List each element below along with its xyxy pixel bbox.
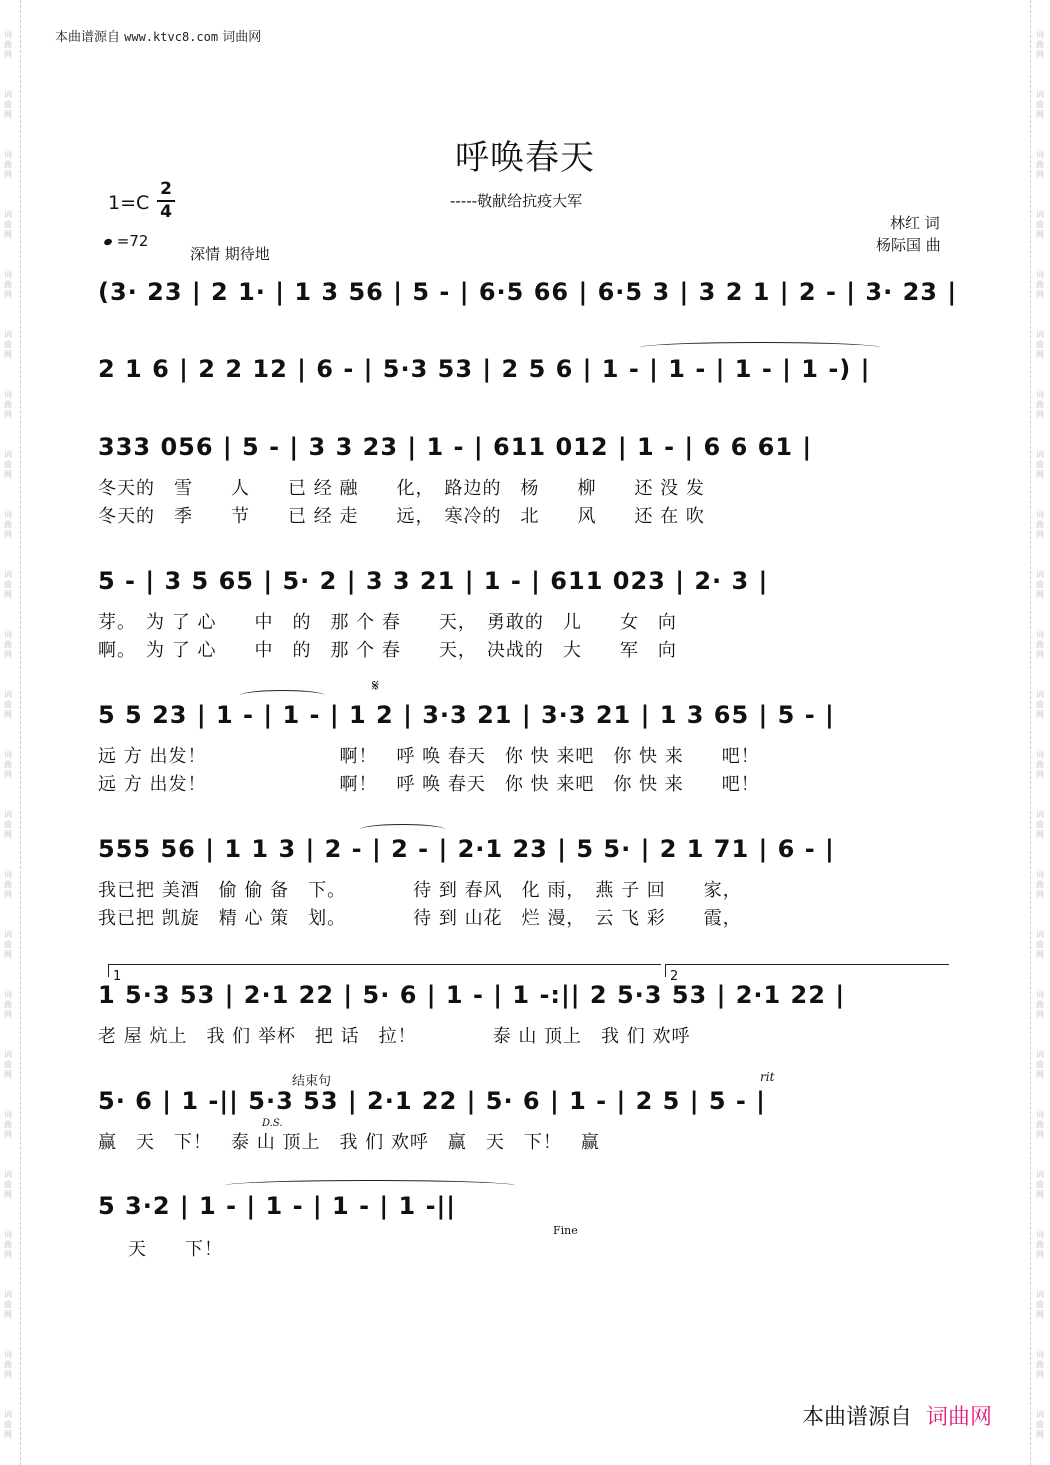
song-subtitle: -----敬献给抗疫大军 xyxy=(450,192,583,210)
rit-marking: rit xyxy=(760,1070,775,1084)
expression-marking: 深情 期待地 xyxy=(190,245,270,263)
edge-watermark-left: 词曲网 xyxy=(4,1050,12,1079)
right-dashed-border xyxy=(1030,0,1031,1465)
edge-watermark-left: 词曲网 xyxy=(4,450,12,479)
lyrics-5b: 远 方 出发！ 啊！ 呼 唤 春天 你 快 来吧 你 快 来 吧！ xyxy=(98,774,760,795)
edge-watermark-left: 词曲网 xyxy=(4,870,12,899)
score-line-4: 5 - | 3 5 65 | 5· 2 | 3 3 21 | 1 - | 611 023 | 2· 3 | xyxy=(98,567,769,595)
edge-watermark-right: 词曲网 xyxy=(1036,810,1044,839)
segno-mark: 𝄋 xyxy=(372,676,379,695)
edge-watermark-right: 词曲网 xyxy=(1036,570,1044,599)
edge-watermark-right: 词曲网 xyxy=(1036,630,1044,659)
score-line-5: 5 5 23 | 1 - | 1 - | 1 2 | 3·3 21 | 3·3 21 | 1 3 65 | 5 - | xyxy=(98,701,835,729)
ending-2-label: 2 xyxy=(670,969,679,984)
ending-2-bracket xyxy=(665,964,949,984)
edge-watermark-left: 词曲网 xyxy=(4,630,12,659)
lyrics-5a: 远 方 出发！ 啊！ 呼 唤 春天 你 快 来吧 你 快 来 吧！ xyxy=(98,746,760,767)
header-url[interactable]: www.ktvc8.com xyxy=(124,30,219,44)
score-line-9: 5 3·2 | 1 - | 1 - | 1 - | 1 -|| xyxy=(98,1192,457,1220)
score-line-7: 1 5·3 53 | 2·1 22 | 5· 6 | 1 - | 1 -:|| 2 5·3 53 | 2·1 22 | xyxy=(98,981,846,1009)
edge-watermark-left: 词曲网 xyxy=(4,1350,12,1379)
edge-watermark-left: 词曲网 xyxy=(4,390,12,419)
edge-watermark-right: 词曲网 xyxy=(1036,1170,1044,1199)
tie-mark xyxy=(640,342,880,353)
time-sig-bottom: 4 xyxy=(160,202,172,222)
edge-watermark-right: 词曲网 xyxy=(1036,330,1044,359)
edge-watermark-right: 词曲网 xyxy=(1036,1110,1044,1139)
edge-watermark-left: 词曲网 xyxy=(4,1110,12,1139)
edge-watermark-right: 词曲网 xyxy=(1036,1290,1044,1319)
lyrics-9: 天 下！ xyxy=(128,1239,223,1260)
edge-watermark-right: 词曲网 xyxy=(1036,510,1044,539)
song-title: 呼唤春天 xyxy=(455,138,595,178)
edge-watermark-right: 词曲网 xyxy=(1036,690,1044,719)
score-line-6: 555 56 | 1 1 3 | 2 - | 2 - | 2·1 23 | 5 5· | 2 1 71 | 6 - | xyxy=(98,835,835,863)
edge-watermark-right: 词曲网 xyxy=(1036,990,1044,1019)
tempo-value: =72 xyxy=(116,232,149,250)
composer: 杨际国 曲 xyxy=(876,236,941,254)
edge-watermark-left: 词曲网 xyxy=(4,210,12,239)
edge-watermark-right: 词曲网 xyxy=(1036,930,1044,959)
edge-watermark-left: 词曲网 xyxy=(4,330,12,359)
edge-watermark-right: 词曲网 xyxy=(1036,210,1044,239)
lyrics-3a: 冬天的 雪 人 已 经 融 化， 路边的 杨 柳 还 没 发 xyxy=(98,478,705,499)
tie-mark xyxy=(360,824,445,835)
ds-marking: D.S. xyxy=(262,1118,283,1129)
edge-watermark-right: 词曲网 xyxy=(1036,390,1044,419)
left-dashed-border xyxy=(20,0,21,1465)
edge-watermark-left: 词曲网 xyxy=(4,1410,12,1439)
edge-watermark-left: 词曲网 xyxy=(4,150,12,179)
edge-watermark-left: 词曲网 xyxy=(4,90,12,119)
score-line-2: 2 1 6 | 2 2 12 | 6 - | 5·3 53 | 2 5 6 | 1 - | 1 - | 1 - | 1 -) | xyxy=(98,355,871,383)
tie-mark xyxy=(240,690,325,701)
edge-watermark-right: 词曲网 xyxy=(1036,450,1044,479)
lyrics-3b: 冬天的 季 节 已 经 走 远， 寒冷的 北 风 还 在 吹 xyxy=(98,506,705,527)
footer-source: 本曲谱源自 xyxy=(801,1405,912,1430)
time-signature xyxy=(157,180,175,222)
header-text: 本曲谱源自 xyxy=(55,30,121,45)
edge-watermark-right: 词曲网 xyxy=(1036,1410,1044,1439)
fine-marking: Fine xyxy=(553,1224,578,1237)
edge-watermark-left: 词曲网 xyxy=(4,1170,12,1199)
edge-watermark-left: 词曲网 xyxy=(4,1230,12,1259)
edge-watermark-right: 词曲网 xyxy=(1036,750,1044,779)
lyrics-4b: 啊。 为 了 心 中 的 那 个 春 天， 决战的 大 军 向 xyxy=(98,640,677,661)
edge-watermark-right: 词曲网 xyxy=(1036,1350,1044,1379)
edge-watermark-left: 词曲网 xyxy=(4,690,12,719)
lyrics-8: 赢 天 下！ 泰 山 顶上 我 们 欢呼 赢 天 下！ 赢 xyxy=(98,1132,600,1153)
page-header xyxy=(55,26,261,45)
header-site: 词曲网 xyxy=(222,30,262,45)
edge-watermark-right: 词曲网 xyxy=(1036,1050,1044,1079)
edge-watermark-left: 词曲网 xyxy=(4,810,12,839)
edge-watermark-right: 词曲网 xyxy=(1036,1230,1044,1259)
footer-site-link[interactable]: 词曲网 xyxy=(925,1405,992,1430)
edge-watermark-right: 词曲网 xyxy=(1036,150,1044,179)
footer xyxy=(802,1400,992,1431)
tie-mark xyxy=(225,1180,515,1191)
ending-1-label: 1 xyxy=(113,969,122,984)
time-sig-top: 2 xyxy=(160,179,172,199)
edge-watermark-right: 词曲网 xyxy=(1036,870,1044,899)
score-line-3: 333 056 | 5 - | 3 3 23 | 1 - | 611 012 | 1 - | 6 6 61 | xyxy=(98,433,813,461)
key-signature: 1=C xyxy=(108,192,150,214)
lyrics-6b: 我已把 凯旋 精 心 策 划。 待 到 山花 烂 漫， 云 飞 彩 霞， xyxy=(98,908,742,929)
edge-watermark-left: 词曲网 xyxy=(4,270,12,299)
edge-watermark-right: 词曲网 xyxy=(1036,90,1044,119)
edge-watermark-left: 词曲网 xyxy=(4,930,12,959)
coda-label: 结束句 xyxy=(292,1074,332,1089)
lyrics-4a: 芽。 为 了 心 中 的 那 个 春 天， 勇敢的 儿 女 向 xyxy=(98,612,677,633)
edge-watermark-left: 词曲网 xyxy=(4,510,12,539)
edge-watermark-left: 词曲网 xyxy=(4,1290,12,1319)
quarter-note-icon xyxy=(103,237,113,245)
score-line-8: 5· 6 | 1 -|| 5·3 53 | 2·1 22 | 5· 6 | 1 - | 2 5 | 5 - | xyxy=(98,1087,766,1115)
edge-watermark-right: 词曲网 xyxy=(1036,30,1044,59)
edge-watermark-left: 词曲网 xyxy=(4,30,12,59)
lyrics-6a: 我已把 美酒 偷 偷 备 下。 待 到 春风 化 雨， 燕 子 回 家， xyxy=(98,880,742,901)
edge-watermark-left: 词曲网 xyxy=(4,750,12,779)
lyrics-7: 老 屋 炕上 我 们 举杯 把 话 拉！ 泰 山 顶上 我 们 欢呼 xyxy=(98,1026,691,1047)
edge-watermark-left: 词曲网 xyxy=(4,990,12,1019)
edge-watermark-right: 词曲网 xyxy=(1036,270,1044,299)
edge-watermark-left: 词曲网 xyxy=(4,570,12,599)
score-line-1: (3· 23 | 2 1· | 1 3 56 | 5 - | 6·5 66 | 6·5 3 | 3 2 1 | 2 - | 3· 23 | xyxy=(98,278,958,306)
lyricist: 林红 词 xyxy=(890,214,940,232)
ending-1-bracket xyxy=(108,964,661,984)
tempo-marking xyxy=(104,232,148,250)
